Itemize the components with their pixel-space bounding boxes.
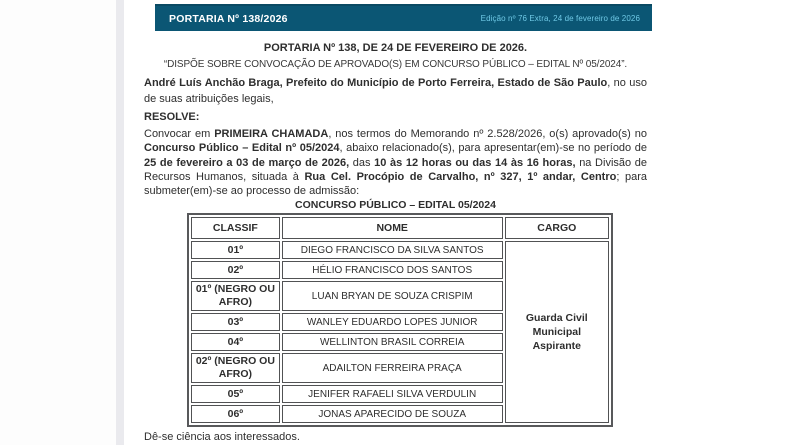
resolve-label: RESOLVE: [144, 111, 200, 123]
results-table-body [191, 241, 609, 423]
emphasized-text: 25 de fevereiro a 03 de março de 2026, [144, 156, 350, 169]
plain-text: , abaixo relacionado(s), para apresentar(em)-se no período de [339, 142, 647, 155]
emphasized-text: André Luís Anchão Braga, Prefeito do Município de Porto Ferreira, Estado de São Paulo [144, 77, 608, 89]
convocation-paragraph [144, 127, 647, 198]
nome-cell: DIEGO FRANCISCO DA SILVA SANTOS [282, 241, 503, 259]
page-edge-divider [116, 0, 124, 445]
classif-cell: 01º [191, 241, 280, 259]
nome-cell: JENIFER RAFAELI SILVA VERDULIN [282, 385, 503, 403]
table-title: CONCURSO PÚBLICO – EDITAL 05/2024 [295, 199, 496, 212]
classif-cell: 06º [191, 405, 280, 423]
classif-cell: 04º [191, 333, 280, 351]
plain-text: na Divisão de Recursos Humanos, situada à [144, 156, 647, 183]
closing-note: Dê-se ciência aos interessados. [144, 431, 300, 444]
header-bar [155, 4, 652, 31]
cargo-header: CARGO [505, 217, 609, 239]
header-edition: Edição nº 76 Extra, 24 de fevereiro de 2026 [480, 14, 640, 23]
plain-text: Convocar em [144, 128, 215, 140]
plain-text: , nos termos do Memorando nº 2.528/2026, o(s) aprovado(s) no [328, 128, 647, 140]
nome-cell: ADAILTON FERREIRA PRAÇA [282, 353, 503, 383]
classif-header: CLASSIF [191, 217, 280, 239]
preamble-paragraph [144, 76, 647, 107]
classif-cell: 02º (NEGRO OU AFRO) [191, 353, 280, 383]
nome-cell: HÉLIO FRANCISCO DOS SANTOS [282, 261, 503, 279]
emphasized-text: Concurso Público – Edital nº 05/2024 [144, 142, 340, 155]
nome-cell: LUAN BRYAN DE SOUZA CRISPIM [282, 281, 503, 311]
nome-header: NOME [282, 217, 503, 239]
classif-cell: 02º [191, 261, 280, 279]
plain-text: das [349, 156, 375, 169]
classif-cell: 03º [191, 313, 280, 331]
ordinance-title: PORTARIA Nº 138, DE 24 DE FEVEREIRO DE 2026. [263, 42, 528, 54]
classif-cell: 05º [191, 385, 280, 403]
ordinance-subject: “DISPÕE SOBRE CONVOCAÇÃO DE APROVADO(S) EM CONCURSO PÚBLICO – EDITAL Nº 05/2024”. [163, 59, 628, 70]
emphasized-text: Rua Cel. Procópio de Carvalho, nº 327, 1º andar, Centro [304, 170, 617, 183]
nome-cell: JONAS APARECIDO DE SOUZA [282, 405, 503, 423]
emphasized-text: PRIMEIRA CHAMADA [214, 128, 329, 140]
table-row [191, 241, 609, 259]
classif-cell: 01º (NEGRO OU AFRO) [191, 281, 280, 311]
document-page [124, 0, 800, 445]
emphasized-text: 10 às 12 horas ou das 14 às 16 horas, [374, 156, 576, 169]
plain-text: ; para submeter(em)-se ao processo de admissão: [144, 170, 647, 198]
table-header-row [191, 217, 609, 239]
nome-cell: WANLEY EDUARDO LOPES JUNIOR [282, 313, 503, 331]
plain-text: , no uso de suas atribuições legais, [144, 77, 647, 105]
nome-cell: WELLINTON BRASIL CORREIA [282, 333, 503, 351]
header-title: PORTARIA Nº 138/2026 [169, 12, 288, 25]
document-body [144, 36, 647, 443]
cargo-cell: Guarda Civil Municipal Aspirante [505, 241, 609, 423]
results-table [187, 213, 613, 427]
